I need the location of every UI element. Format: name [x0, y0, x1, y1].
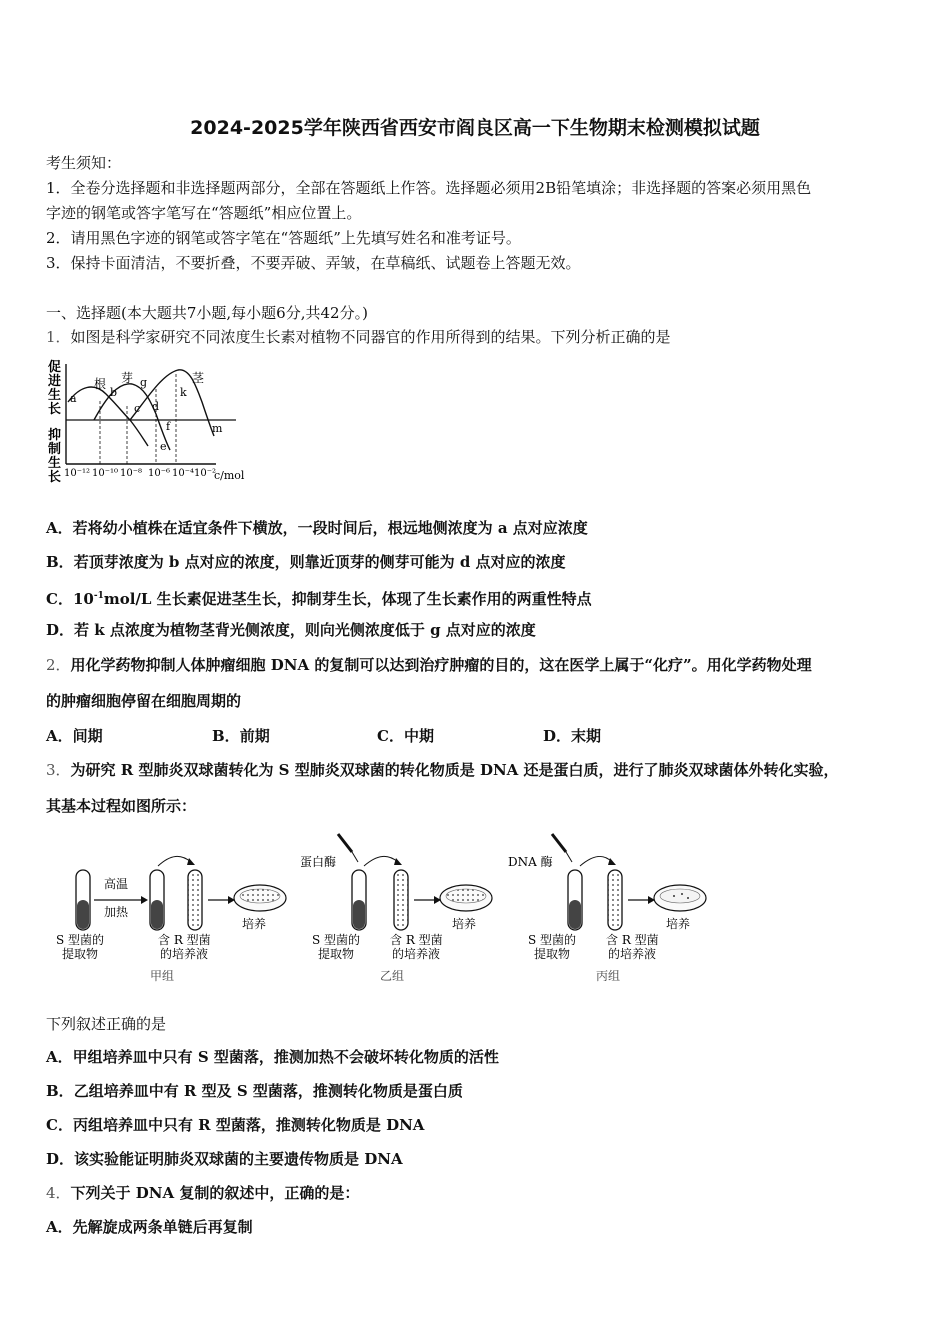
- enzyme-label: DNA 酶: [508, 855, 553, 869]
- x-tick-label: 10⁻⁴: [172, 468, 195, 479]
- heat-label: 高温: [104, 877, 129, 891]
- point-label: g: [140, 376, 148, 389]
- option-d: D．若 k 点浓度为植物茎背光侧浓度，则向光侧浓度低于 g 点对应的浓度: [46, 621, 536, 639]
- extract-label: 提取物: [62, 947, 99, 961]
- question-number: 1．: [46, 328, 71, 346]
- question-3-lead: 下列叙述正确的是: [46, 1015, 167, 1033]
- x-tick-label: 10⁻¹²: [64, 468, 91, 479]
- question-2: 2．用化学药物抑制人体肿瘤细胞 DNA 的复制可以达到治疗肿瘤的目的，这在医学上属于“化疗”。用化学药物处理: [46, 656, 812, 674]
- medium-label: 含 R 型菌: [606, 933, 659, 947]
- section-heading: 一、选择题(本大题共7小题,每小题6分,共42分。): [46, 304, 368, 322]
- option-c: C．$10^{-1}mol/L$ 生长素促进茎生长，抑制芽生长，体现了生长素作用的两重性特点: [46, 590, 592, 608]
- medium-label: 含 R 型菌: [158, 933, 211, 947]
- point-label: k: [180, 386, 187, 399]
- group-label: 甲组: [150, 969, 175, 983]
- curve-label-stem: 茎: [192, 371, 205, 385]
- culture-label: 培养: [242, 917, 267, 931]
- curve-label-bud: 芽: [121, 371, 134, 385]
- x-tick-label: 10⁻²: [194, 468, 217, 479]
- medium-label: 含 R 型菌: [390, 933, 443, 947]
- question-1: [46, 326, 671, 348]
- curve-label-root: 根: [94, 377, 107, 391]
- medium-label: 的培养液: [608, 947, 657, 961]
- option-b: B．若顶芽浓度为 b 点对应的浓度，则靠近顶芽的侧芽可能为 d 点对应的浓度: [46, 553, 566, 571]
- y-axis-label-char: 长: [48, 470, 62, 485]
- y-axis-label-char: 抑: [48, 428, 62, 443]
- extract-label: S 型菌的: [312, 933, 361, 947]
- extract-label: S 型菌的: [56, 933, 105, 947]
- q3-option-c: C．丙组培养皿中只有 R 型菌落，推测转化物质是 DNA: [46, 1116, 425, 1134]
- group-bing: [508, 834, 706, 983]
- x-tick-label: 10⁻⁶: [148, 468, 171, 479]
- q3-option-a: A．甲组培养皿中只有 S 型菌落，推测加热不会破坏转化物质的活性: [46, 1048, 499, 1066]
- medium-label: 的培养液: [392, 947, 441, 961]
- group-label: 乙组: [380, 969, 405, 983]
- y-axis-label-char: 生: [48, 456, 62, 471]
- question-4: 4．下列关于 DNA 复制的叙述中，正确的是：: [46, 1184, 360, 1202]
- culture-label: 培养: [452, 917, 477, 931]
- notice-item: 2．请用黑色字迹的钢笔或答字笔在“答题纸”上先填写姓名和准考证号。: [46, 229, 521, 247]
- auxin-concentration-figure: [46, 356, 256, 488]
- x-axis-unit: c/mol: [214, 469, 245, 482]
- notice-item: 1．全卷分选择题和非选择题两部分，全部在答题纸上作答。选择题必须用2B铅笔填涂；非选择题的答案必须用黑色: [46, 179, 812, 197]
- y-axis-label-char: 进: [48, 374, 62, 389]
- point-label: e: [160, 440, 167, 453]
- point-label: f: [166, 420, 171, 433]
- q4-option-a: A．先解旋成两条单链后再复制: [46, 1218, 253, 1236]
- enzyme-label: 蛋白酶: [300, 855, 337, 869]
- option-a: A．若将幼小植株在适宜条件下横放，一段时间后，根远地侧浓度为 a 点对应浓度: [46, 519, 588, 537]
- transformation-experiment-figure: [46, 828, 726, 990]
- medium-label: 的培养液: [160, 947, 209, 961]
- y-axis-label-char: 长: [48, 402, 62, 417]
- q2-option-c: C．中期: [377, 727, 434, 745]
- q2-option-b: B．前期: [212, 727, 270, 745]
- question-3-stem-cont: 其基本过程如图所示：: [46, 797, 197, 815]
- heat-label: 加热: [104, 905, 129, 919]
- q3-option-d: D．该实验能证明肺炎双球菌的主要遗传物质是 DNA: [46, 1150, 403, 1168]
- notice-item: 字迹的钢笔或答字笔写在“答题纸”相应位置上。: [46, 204, 362, 222]
- question-2-stem-cont: 的肿瘤细胞停留在细胞周期的: [46, 692, 242, 710]
- point-label: c: [134, 402, 141, 415]
- point-label: m: [212, 422, 223, 435]
- root-curve: [68, 387, 148, 446]
- page-title: 2024-2025学年陕西省西安市阎良区高一下生物期末检测模拟试题: [190, 117, 760, 139]
- notice-heading: 考生须知：: [46, 154, 122, 172]
- extract-label: 提取物: [534, 947, 571, 961]
- culture-label: 培养: [666, 917, 691, 931]
- x-tick-label: 10⁻¹⁰: [92, 468, 119, 479]
- group-label: 丙组: [596, 969, 621, 983]
- question-3: 3．为研究 R 型肺炎双球菌转化为 S 型肺炎双球菌的转化物质是 DNA 还是蛋白质，进行了肺炎双球菌体外转化实验，: [46, 761, 839, 779]
- point-label: a: [70, 392, 77, 405]
- point-label: b: [110, 386, 118, 399]
- point-label: d: [152, 400, 160, 413]
- extract-label: 提取物: [318, 947, 355, 961]
- x-tick-label: 10⁻⁸: [120, 468, 143, 479]
- extract-label: S 型菌的: [528, 933, 577, 947]
- group-yi: [300, 834, 492, 983]
- group-jia: [56, 856, 286, 983]
- q2-option-d: D．末期: [543, 727, 602, 745]
- q3-option-b: B．乙组培养皿中有 R 型及 S 型菌落，推测转化物质是蛋白质: [46, 1082, 463, 1100]
- q2-option-a: A．间期: [46, 727, 103, 745]
- y-axis-label-char: 制: [48, 442, 62, 457]
- y-axis-label-char: 促: [48, 360, 62, 375]
- question-stem: 如图是科学家研究不同浓度生长素对植物不同器官的作用所得到的结果。下列分析正确的是: [70, 328, 671, 346]
- notice-item: 3．保持卡面清洁，不要折叠，不要弄破、弄皱，在草稿纸、试题卷上答题无效。: [46, 254, 581, 272]
- y-axis-label-char: 生: [48, 388, 62, 403]
